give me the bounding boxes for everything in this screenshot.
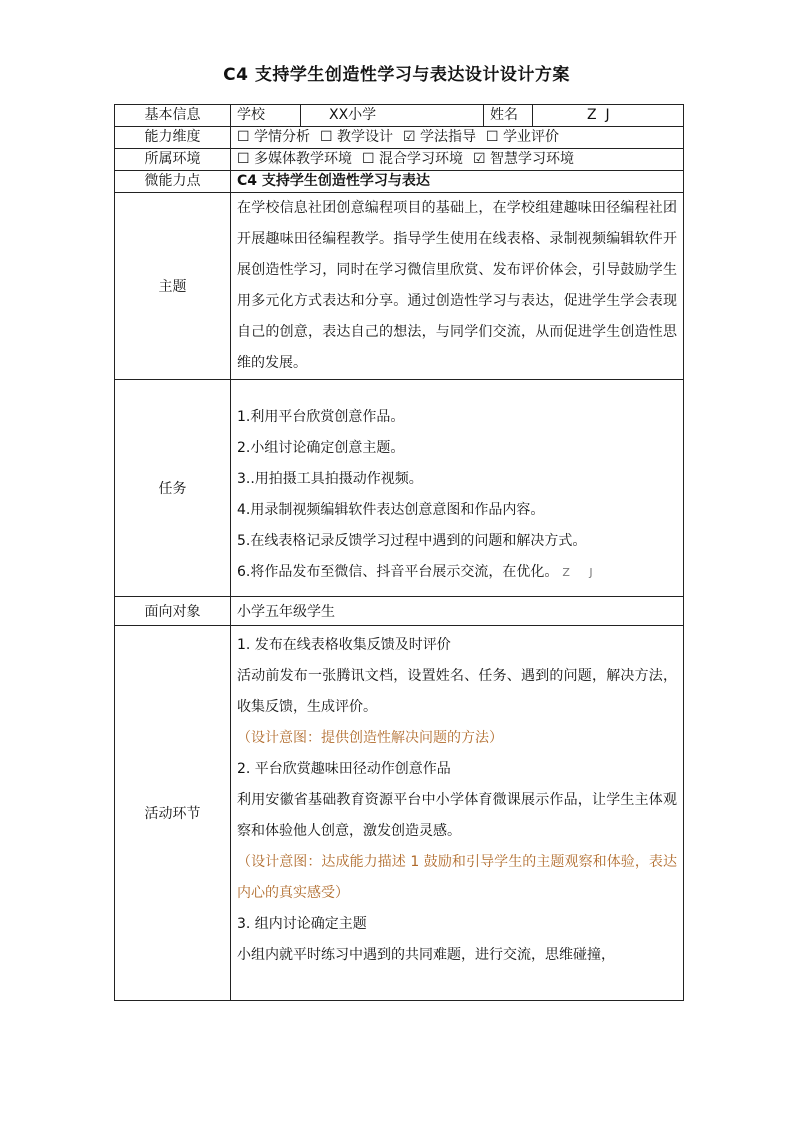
- target-label: 面向对象: [115, 597, 231, 626]
- environment-label: 所属环境: [115, 149, 231, 171]
- activity-step-body: 活动前发布一张腾讯文档，设置姓名、任务、遇到的问题，解决方法，收集反馈，生成评价。: [237, 668, 677, 715]
- task-list: [237, 388, 677, 588]
- basic-info-label: 基本信息: [115, 105, 231, 127]
- micro-ability-label: 微能力点: [115, 171, 231, 193]
- checkbox-option[interactable]: ☐ 教学设计: [320, 129, 394, 145]
- task-label: 任务: [115, 380, 231, 597]
- activity-step-title: 3. 组内讨论确定主题: [237, 916, 367, 932]
- design-form-table: [114, 104, 684, 1001]
- document-title: C4 支持学生创造性学习与表达设计设计方案: [223, 65, 570, 85]
- activity-cell: [231, 626, 684, 1001]
- ability-dimension-label: 能力维度: [115, 127, 231, 149]
- checkbox-option[interactable]: ☐ 学情分析: [237, 129, 311, 145]
- task-cell: [231, 380, 684, 597]
- topic-label: 主题: [115, 193, 231, 380]
- checkbox-option[interactable]: ☐ 多媒体教学环境: [237, 151, 353, 167]
- design-intent-note: （设计意图：达成能力描述 1 鼓励和引导学生的主题观察和体验，表达内心的真实感受）: [237, 854, 677, 901]
- task-item: 4.用录制视频编辑软件表达创意意图和作品内容。: [237, 502, 545, 518]
- task-item: [237, 557, 677, 588]
- school-value: XX小学: [301, 105, 484, 127]
- checkbox-option[interactable]: ☑ 学法指导: [403, 129, 477, 145]
- environment-options: [231, 149, 684, 171]
- activity-row: [115, 626, 684, 1001]
- name-value: Z J: [533, 105, 684, 127]
- design-intent-note: （设计意图：提供创造性解决问题的方法）: [237, 730, 503, 746]
- name-label: 姓名: [484, 105, 533, 127]
- checkbox-option[interactable]: ☐ 混合学习环境: [362, 151, 464, 167]
- basic-info-row: [115, 105, 684, 127]
- task-item-text: 6.将作品发布至微信、抖音平台展示交流，在优化。: [237, 564, 559, 580]
- task-item: 1.利用平台欣赏创意作品。: [237, 409, 405, 425]
- checkbox-option[interactable]: ☑ 智慧学习环境: [473, 151, 575, 167]
- task-item: 3..用拍摄工具拍摄动作视频。: [237, 471, 423, 487]
- topic-text: 在学校信息社团创意编程项目的基础上，在学校组建趣味田径编程社团开展趣味田径编程教学。指导学生使用在线表格、录制视频编辑软件开展创造性学习，同时在学习微信里欣赏、发布评价体会，引导鼓励学生用多元化方式表达和分享。通过创造性学习与表达，促进学生学会表现自己的创意，表达自己的想法，与同学们交流，从而促进学生创造性思维的发展。: [237, 200, 677, 371]
- activity-step-title: 2. 平台欣赏趣味田径动作创意作品: [237, 761, 451, 777]
- activity-step-body: 小组内就平时练习中遇到的共同难题，进行交流，思维碰撞，: [237, 947, 615, 963]
- activity-step-body: 利用安徽省基础教育资源平台中小学体育微课展示作品，让学生主体观察和体验他人创意，激发创造灵感。: [237, 792, 677, 839]
- task-row: [115, 380, 684, 597]
- task-item: 2.小组讨论确定创意主题。: [237, 440, 405, 456]
- activity-label: 活动环节: [115, 626, 231, 1001]
- topic-cell: [231, 193, 684, 380]
- ability-dimension-row: [115, 127, 684, 149]
- micro-ability-value: C4 支持学生创造性学习与表达: [231, 171, 684, 193]
- ability-dimension-options: [231, 127, 684, 149]
- task-item: 5.在线表格记录反馈学习过程中遇到的问题和解决方式。: [237, 533, 587, 549]
- school-label: 学校: [231, 105, 301, 127]
- micro-ability-row: [115, 171, 684, 193]
- target-row: [115, 597, 684, 626]
- environment-row: [115, 149, 684, 171]
- checkbox-option[interactable]: ☐ 学业评价: [486, 129, 560, 145]
- author-mark: Z J: [562, 566, 601, 579]
- activity-step-title: 1. 发布在线表格收集反馈及时评价: [237, 637, 451, 653]
- topic-row: [115, 193, 684, 380]
- target-value: 小学五年级学生: [231, 597, 684, 626]
